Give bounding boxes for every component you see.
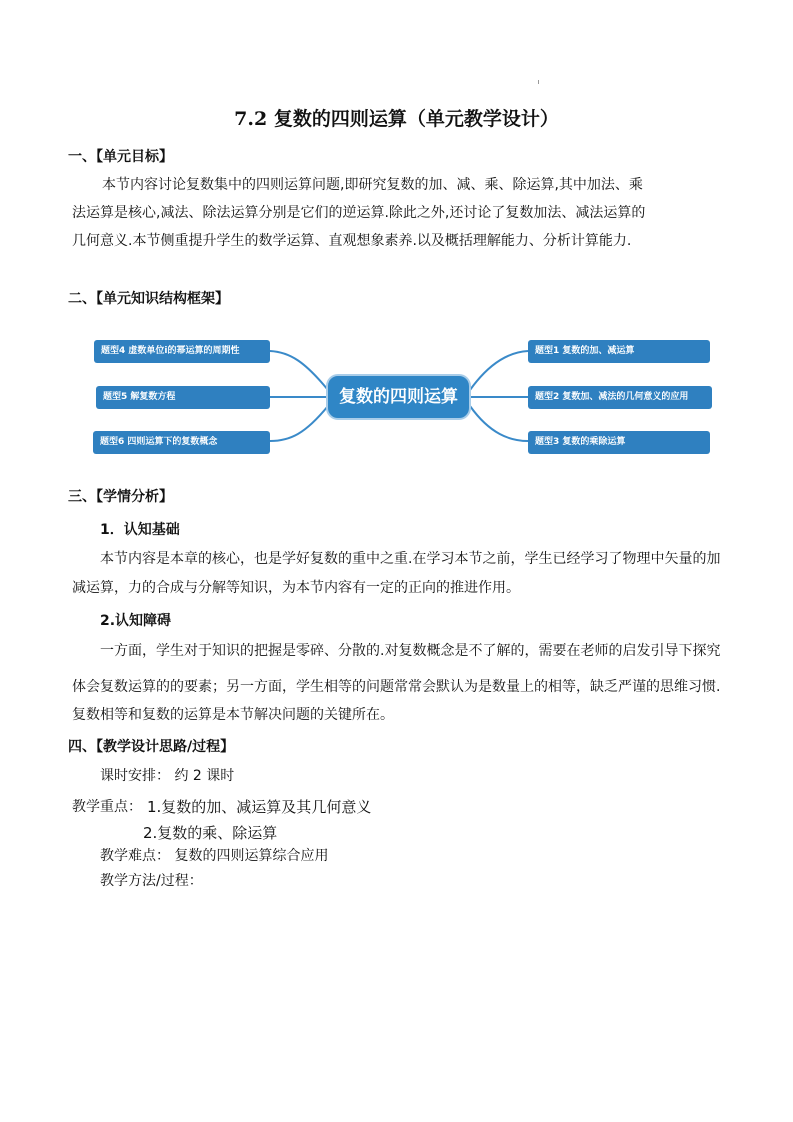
map-node-right-2: 题型2 复数加、减法的几何意义的应用 [528, 386, 712, 409]
knowledge-mind-map [90, 334, 715, 460]
focus-label: 教学重点： [72, 799, 142, 815]
section-heading-structure: 二、【单元知识结构框架】 [68, 291, 229, 307]
section-heading-analysis: 三、【学情分析】 [68, 489, 173, 505]
focus-item-1: 1.复数的加、减运算及其几何意义 [147, 798, 372, 816]
map-center-node: 复数的四则运算 [326, 374, 471, 420]
paragraph-line: 本节内容讨论复数集中的四则运算问题,即研究复数的加、减、乘、除运算,其中加法、乘 [102, 177, 643, 193]
map-node-right-3: 题型3 复数的乘除运算 [528, 431, 710, 454]
paragraph-line: 复数相等和复数的运算是本节解决问题的关键所在。 [72, 707, 394, 723]
difficulty-line: 教学难点： 复数的四则运算综合应用 [100, 848, 329, 864]
map-node-left-3: 题型6 四则运算下的复数概念 [93, 431, 270, 454]
map-node-right-1: 题型1 复数的加、减运算 [528, 340, 710, 363]
paragraph-line: 减运算，力的合成与分解等知识，为本节内容有一定的正向的推进作用。 [72, 580, 520, 596]
paragraph-line: 一方面，学生对于知识的把握是零碎、分散的.对复数概念是不了解的，需要在老师的启发引导下探究 [100, 643, 721, 659]
page-mark [538, 80, 539, 84]
method-line: 教学方法/过程： [100, 873, 203, 889]
map-node-left-2: 题型5 解复数方程 [96, 386, 270, 409]
paragraph-line: 几何意义.本节侧重提升学生的数学运算、直观想象素养.以及概括理解能力、分析计算能力. [72, 233, 632, 249]
paragraph-line: 法运算是核心,减法、除法运算分别是它们的逆运算.除此之外,还讨论了复数加法、减法运算的 [72, 205, 646, 221]
paragraph-line: 本节内容是本章的核心，也是学好复数的重中之重.在学习本节之前，学生已经学习了物理中矢量的加 [100, 551, 721, 567]
schedule-line: 课时安排： 约 2 课时 [100, 768, 235, 784]
map-node-left-1: 题型4 虚数单位i的幂运算的周期性 [94, 340, 270, 363]
subheading-cognitive-base: 1．认知基础 [100, 522, 180, 538]
subheading-cognitive-obstacle: 2.认知障碍 [100, 613, 172, 629]
section-heading-design: 四、【教学设计思路/过程】 [68, 739, 235, 755]
section-heading-goals: 一、【单元目标】 [68, 149, 173, 165]
page-title: 7.2 复数的四则运算（单元教学设计） [234, 108, 559, 130]
paragraph-line: 体会复数运算的的要素；另一方面，学生相等的问题常常会默认为是数量上的相等，缺乏严谨的思维习惯. [72, 679, 721, 695]
focus-item-2: 2.复数的乘、除运算 [143, 824, 278, 842]
